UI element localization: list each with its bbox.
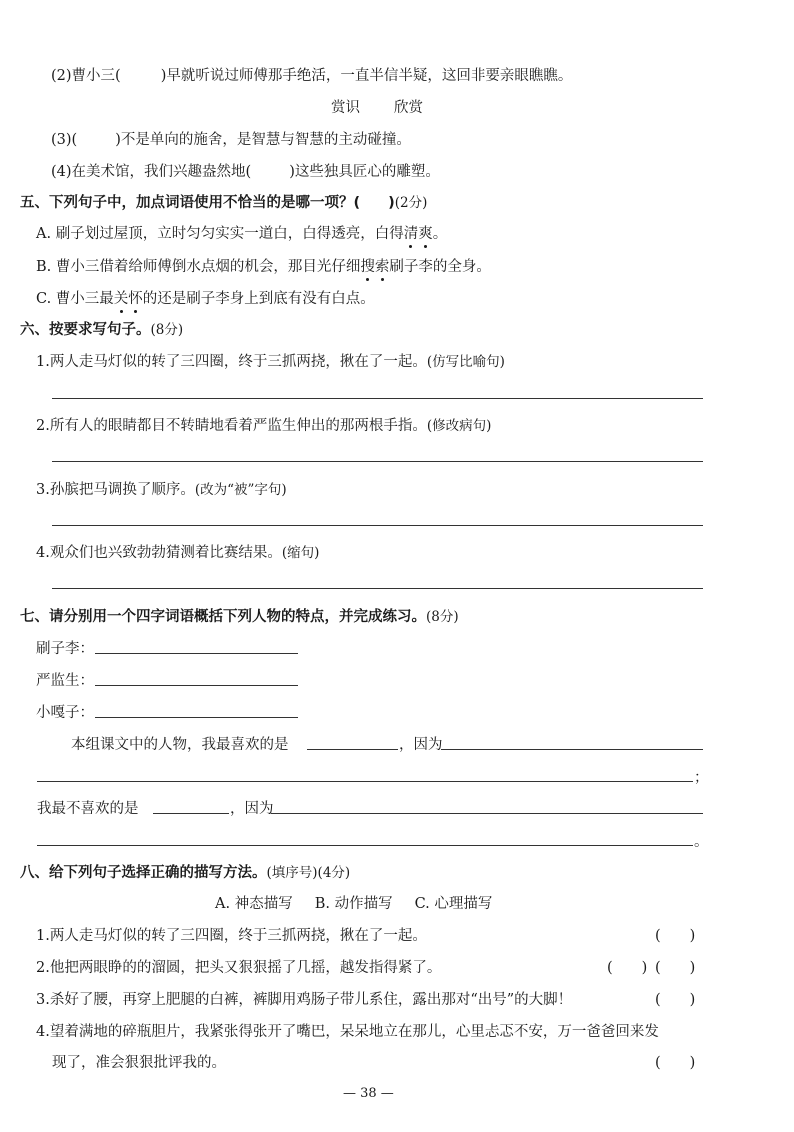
q7-favorite-reason-blank[interactable]: [441, 749, 703, 750]
q8-option-a: A. 神态描写: [215, 896, 293, 912]
q8-option-b: B. 动作描写: [314, 896, 393, 912]
q8-title-text: 八、给下列句子选择正确的描写方法。: [20, 865, 267, 881]
q6-answer-line-2[interactable]: [52, 461, 703, 462]
q6-sentence-4-text: 4.观众们也兴致勃勃猜测着比赛结果。: [36, 545, 282, 561]
q7-semicolon: ；: [694, 770, 709, 786]
q4-item-4: [51, 160, 440, 181]
q5-title-post: ): [388, 195, 395, 211]
q8-answer-paren-2a[interactable]: ( ): [607, 960, 648, 976]
q5-score: (2分): [394, 195, 428, 211]
q7-person-3-label: 小嘎子：: [36, 705, 94, 721]
q6-sentence-3-hint: (改为“被”字句): [194, 482, 287, 498]
q7-semicolon-wrap: [694, 766, 709, 787]
page-number: — 38 —: [343, 1086, 394, 1101]
q7-favorite-blank[interactable]: [307, 749, 398, 750]
q8-sentence-4-line-2: [52, 1051, 226, 1072]
q5-option-a: [36, 222, 447, 243]
q7-person-1: [36, 637, 94, 658]
q7-favorite-because: ，因为: [399, 737, 443, 753]
q8-hint: (填序号): [266, 865, 318, 881]
q4-item-4-post: )这些独具匠心的雕塑。: [289, 164, 440, 180]
q4-word-bank: [331, 96, 423, 117]
q7-person-2: [36, 669, 94, 690]
q7-person-2-blank[interactable]: [95, 685, 298, 686]
q5-option-c: [36, 287, 375, 308]
q8-answer-paren-4[interactable]: ( ): [655, 1055, 696, 1071]
q5-option-c-text: C. 曹小三最: [36, 291, 114, 307]
q6-answer-line-3[interactable]: [52, 525, 703, 526]
q8-sentence-4-text-2: 现了，准会狠狠批评我的。: [52, 1055, 226, 1071]
q7-least-reason-line-2[interactable]: [37, 845, 693, 846]
q4-item-3: [51, 128, 411, 149]
q7-favorite-line: [71, 733, 289, 754]
q5-option-a-text: A. 刷子划过屋顶，立时匀匀实实一道白，白得透亮，白得: [36, 226, 404, 242]
q6-sentence-4: [36, 541, 319, 562]
q8-option-c: C. 心理描写: [414, 896, 493, 912]
q5-option-c-end: 的还是刷子李身上到底有没有白点。: [142, 291, 375, 307]
q7-favorite-text: 本组课文中的人物，我最喜欢的是: [71, 737, 289, 753]
q8-title: [20, 861, 350, 882]
q7-least-reason-blank[interactable]: [271, 813, 703, 814]
q7-least-favorite-text: 我最不喜欢的是: [37, 801, 139, 817]
q4-item-2: [51, 64, 572, 85]
q5-title: [20, 191, 427, 212]
q7-person-3: [36, 701, 94, 722]
q7-title-text: 七、请分别用一个四字词语概括下列人物的特点，并完成练习。: [20, 609, 426, 625]
q6-sentence-3: [36, 478, 287, 499]
q8-answer-paren-1[interactable]: ( ): [655, 928, 696, 944]
q5-option-a-dotted-2: 爽: [418, 222, 433, 243]
q8-options: [215, 892, 492, 913]
q4-item-2-post: )早就听说过师傅那手绝活，一直半信半疑，这回非要亲眼瞧瞧。: [160, 68, 573, 84]
q6-title: [20, 318, 183, 339]
q5-option-b: [36, 255, 491, 276]
q7-person-3-blank[interactable]: [95, 717, 298, 718]
q7-least-because-wrap: [230, 797, 274, 818]
q5-option-a-dotted-1: 清: [404, 222, 419, 243]
q4-item-4-pre: (4)在美术馆，我们兴趣盎然地(: [51, 164, 252, 180]
q5-option-b-text: B. 曹小三借着给师傅倒水点烟的机会，那目光仔细: [36, 259, 361, 275]
q7-score: (8分): [426, 609, 459, 625]
q8-sentence-3: [36, 988, 572, 1009]
q7-title: [20, 605, 459, 626]
q6-sentence-1: [36, 350, 505, 371]
q7-least-because: ，因为: [230, 801, 274, 817]
q7-favorite-reason-line-2[interactable]: [37, 781, 693, 782]
q8-sentence-4-line-1: [36, 1020, 659, 1041]
q8-sentence-3-text: 3.杀好了腰，再穿上肥腿的白裤，裤脚用鸡肠子带儿系住，露出那对“出号”的大脚！: [36, 992, 573, 1008]
q6-sentence-2-text: 2.所有人的眼睛都目不转睛地看着严监生伸出的那两根手指。: [36, 418, 427, 434]
q6-title-text: 六、按要求写句子。: [20, 322, 151, 338]
q7-least-favorite-blank[interactable]: [153, 813, 229, 814]
q7-period-wrap: [694, 830, 709, 851]
word-option-b: 欣赏: [394, 100, 423, 116]
word-option-a: 赏识: [331, 100, 360, 116]
q6-sentence-4-hint: (缩句): [281, 545, 320, 561]
q6-answer-line-4[interactable]: [52, 588, 703, 589]
q7-least-favorite-line: [37, 797, 139, 818]
q5-option-b-dotted-2: 索: [375, 255, 390, 276]
q8-answer-paren-2b[interactable]: ( ): [655, 960, 696, 976]
q6-sentence-2: [36, 414, 491, 435]
q8-score: (4分): [317, 865, 351, 881]
q5-title-pre: 五、下列句子中，加点词语使用不恰当的是哪一项？(: [20, 195, 361, 211]
q8-sentence-2: [36, 956, 441, 977]
q6-sentence-1-hint: (仿写比喻句): [426, 354, 505, 370]
q6-answer-line-1[interactable]: [52, 398, 703, 399]
q7-person-1-blank[interactable]: [95, 653, 298, 654]
q8-sentence-2-text: 2.他把两眼睁的的溜圆，把头又狠狠摇了几摇，越发指得紧了。: [36, 960, 442, 976]
q4-item-3-pre: (3)(: [51, 132, 78, 148]
q6-score: (8分): [150, 322, 184, 338]
q8-sentence-1-text: 1.两人走马灯似的转了三四圈，终于三抓两挠，揪在了一起。: [36, 928, 427, 944]
q5-option-c-dotted-2: 怀: [128, 287, 143, 308]
q7-favorite-because-wrap: [399, 733, 443, 754]
q5-option-b-end: 刷子李的全身。: [389, 259, 491, 275]
q5-option-b-dotted-1: 搜: [360, 255, 375, 276]
q4-item-3-post: )不是单向的施舍，是智慧与智慧的主动碰撞。: [115, 132, 411, 148]
q7-period: 。: [694, 834, 709, 850]
q6-sentence-1-text: 1.两人走马灯似的转了三四圈，终于三抓两挠，揪在了一起。: [36, 354, 427, 370]
q4-item-2-pre: (2)曹小三(: [51, 68, 121, 84]
q6-sentence-2-hint: (修改病句): [426, 418, 492, 434]
q5-option-a-end: 。: [432, 226, 448, 242]
q8-answer-paren-3[interactable]: ( ): [655, 992, 696, 1008]
q8-sentence-4-text-1: 4.望着满地的碎瓶胆片，我紧张得张开了嘴巴，呆呆地立在那儿，心里忐忑不安，万一爸爸回来发: [36, 1024, 659, 1040]
q8-sentence-1: [36, 924, 427, 945]
q5-option-c-dotted-1: 关: [114, 287, 129, 308]
q7-person-2-label: 严监生：: [36, 673, 94, 689]
q6-sentence-3-text: 3.孙膑把马调换了顺序。: [36, 482, 195, 498]
q7-person-1-label: 刷子李：: [36, 641, 94, 657]
